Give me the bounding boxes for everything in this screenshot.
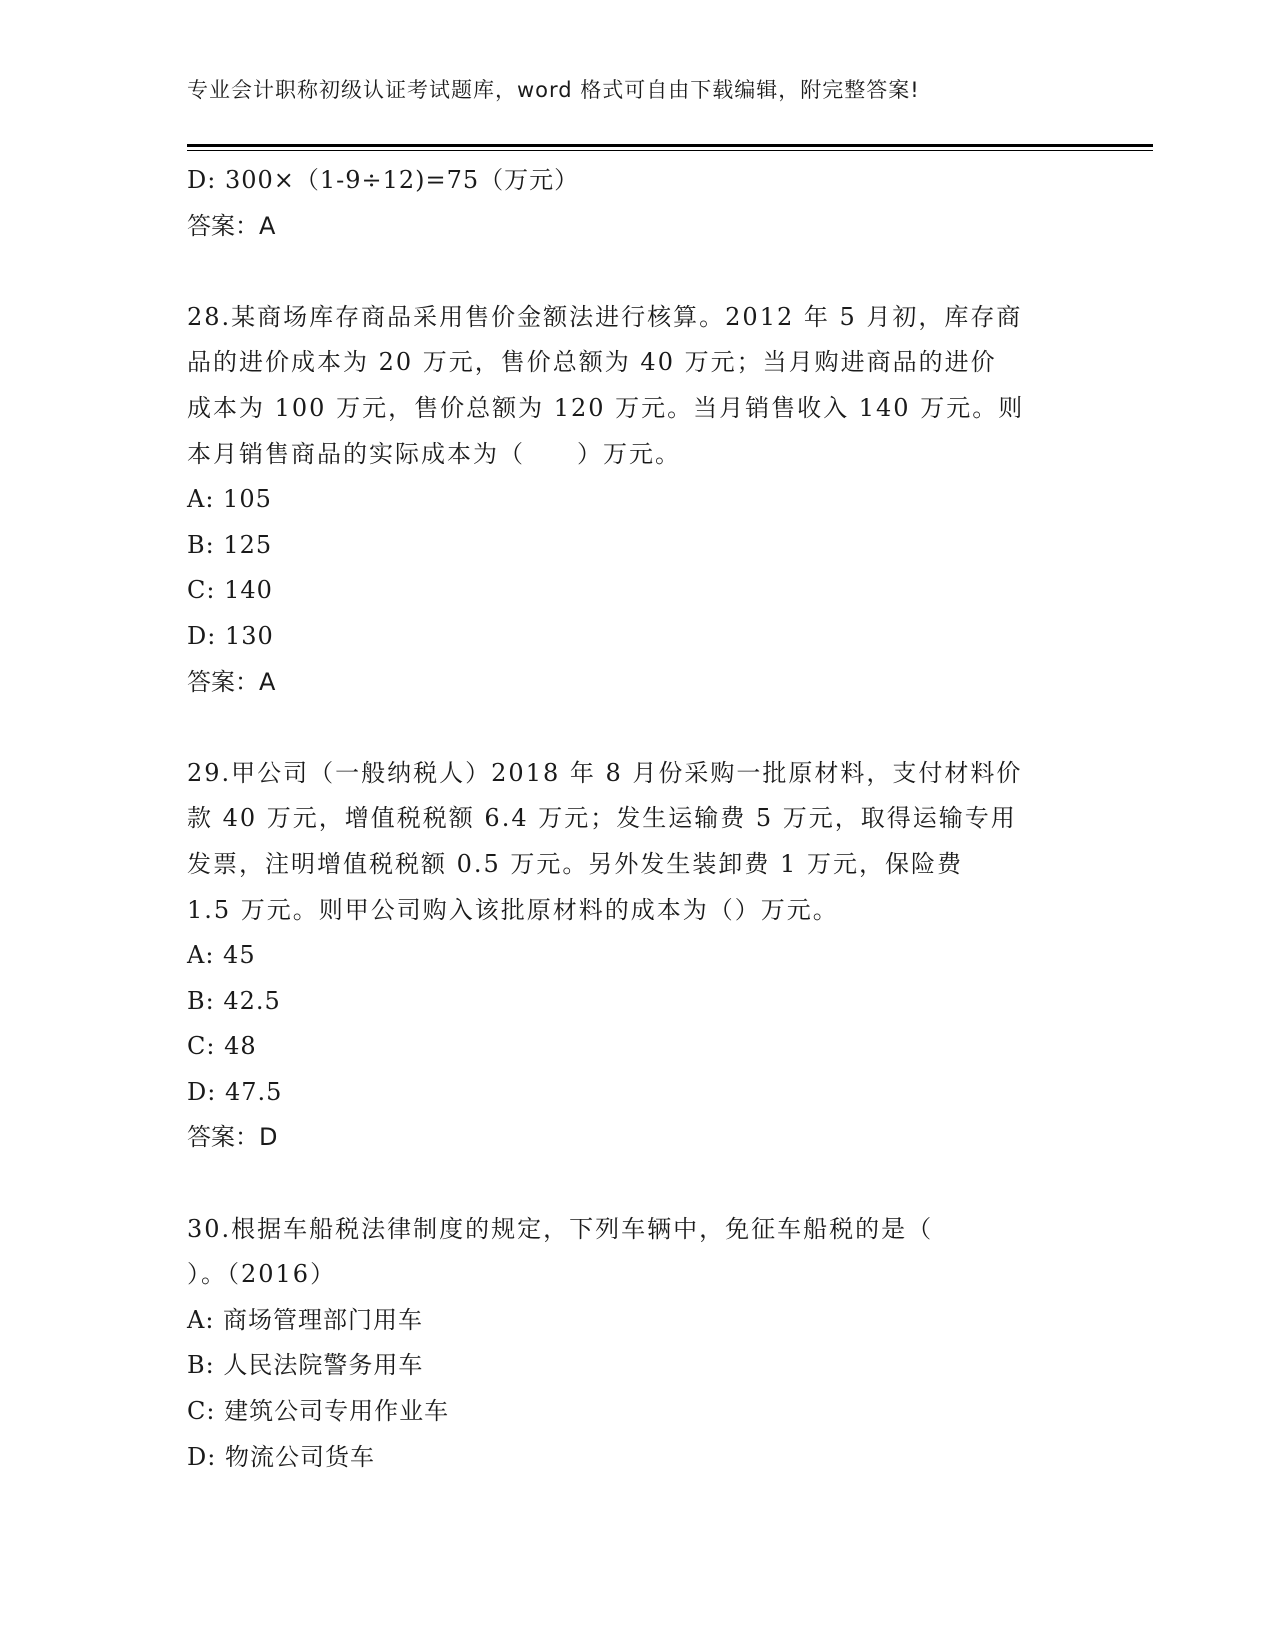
q28-answer: 答案：A [187, 667, 276, 696]
q29-stem-line: 发票，注明增值税税额 0.5 万元。另外发生装卸费 1 万元，保险费 [187, 849, 963, 878]
page-header: 专业会计职称初级认证考试题库，word 格式可自由下载编辑，附完整答案! [187, 78, 920, 102]
q29-option-c: C: 48 [187, 1032, 257, 1061]
header-rule-thin [187, 150, 1153, 151]
spacer [187, 1161, 1087, 1207]
q28-stem-line: 28.某商场库存商品采用售价金额法进行核算。2012 年 5 月初，库存商 [187, 302, 1023, 331]
q30-stem-line: 30.根据车船税法律制度的规定，下列车辆中，免征车船税的是（ [187, 1214, 934, 1243]
q29-option-a: A: 45 [187, 941, 256, 970]
q28-stem-line: 品的进价成本为 20 万元，售价总额为 40 万元；当月购进商品的进价 [187, 348, 997, 377]
q29-stem-line: 款 40 万元，增值税税额 6.4 万元；发生运输费 5 万元，取得运输专用 [187, 804, 1017, 833]
q28-stem-line: 成本为 100 万元，售价总额为 120 万元。当月销售收入 140 万元。则 [187, 393, 1025, 422]
q28-option-a: A: 105 [187, 485, 272, 514]
q30-option-d: D: 物流公司货车 [187, 1442, 375, 1471]
prev-option-d: D: 300×（1-9÷12)=75（万元） [187, 166, 580, 194]
q29-stem-line: 1.5 万元。则甲公司购入该批原材料的成本为（）万元。 [187, 895, 839, 924]
q28-stem-line: 本月销售商品的实际成本为（ ）万元。 [187, 439, 681, 468]
q29-option-b: B: 42.5 [187, 986, 281, 1015]
q29-option-d: D: 47.5 [187, 1077, 283, 1106]
q30-option-c: C: 建筑公司专用作业车 [187, 1397, 450, 1426]
q30-option-b: B: 人民法院警务用车 [187, 1351, 424, 1380]
spacer [187, 249, 1087, 295]
spacer [187, 705, 1087, 751]
header-rule-thick [187, 144, 1153, 147]
q29-answer: 答案：D [187, 1123, 278, 1152]
q28-option-d: D: 130 [187, 621, 274, 650]
q29-stem-line: 29.甲公司（一般纳税人）2018 年 8 月份采购一批原材料，支付材料价 [187, 758, 1023, 787]
question-content [187, 158, 1087, 1480]
q30-option-a: A: 商场管理部门用车 [187, 1305, 424, 1334]
q30-stem-line: ）。（2016） [187, 1260, 337, 1289]
q28-option-c: C: 140 [187, 576, 273, 605]
prev-answer: 答案：A [187, 211, 276, 240]
q28-option-b: B: 125 [187, 530, 273, 559]
